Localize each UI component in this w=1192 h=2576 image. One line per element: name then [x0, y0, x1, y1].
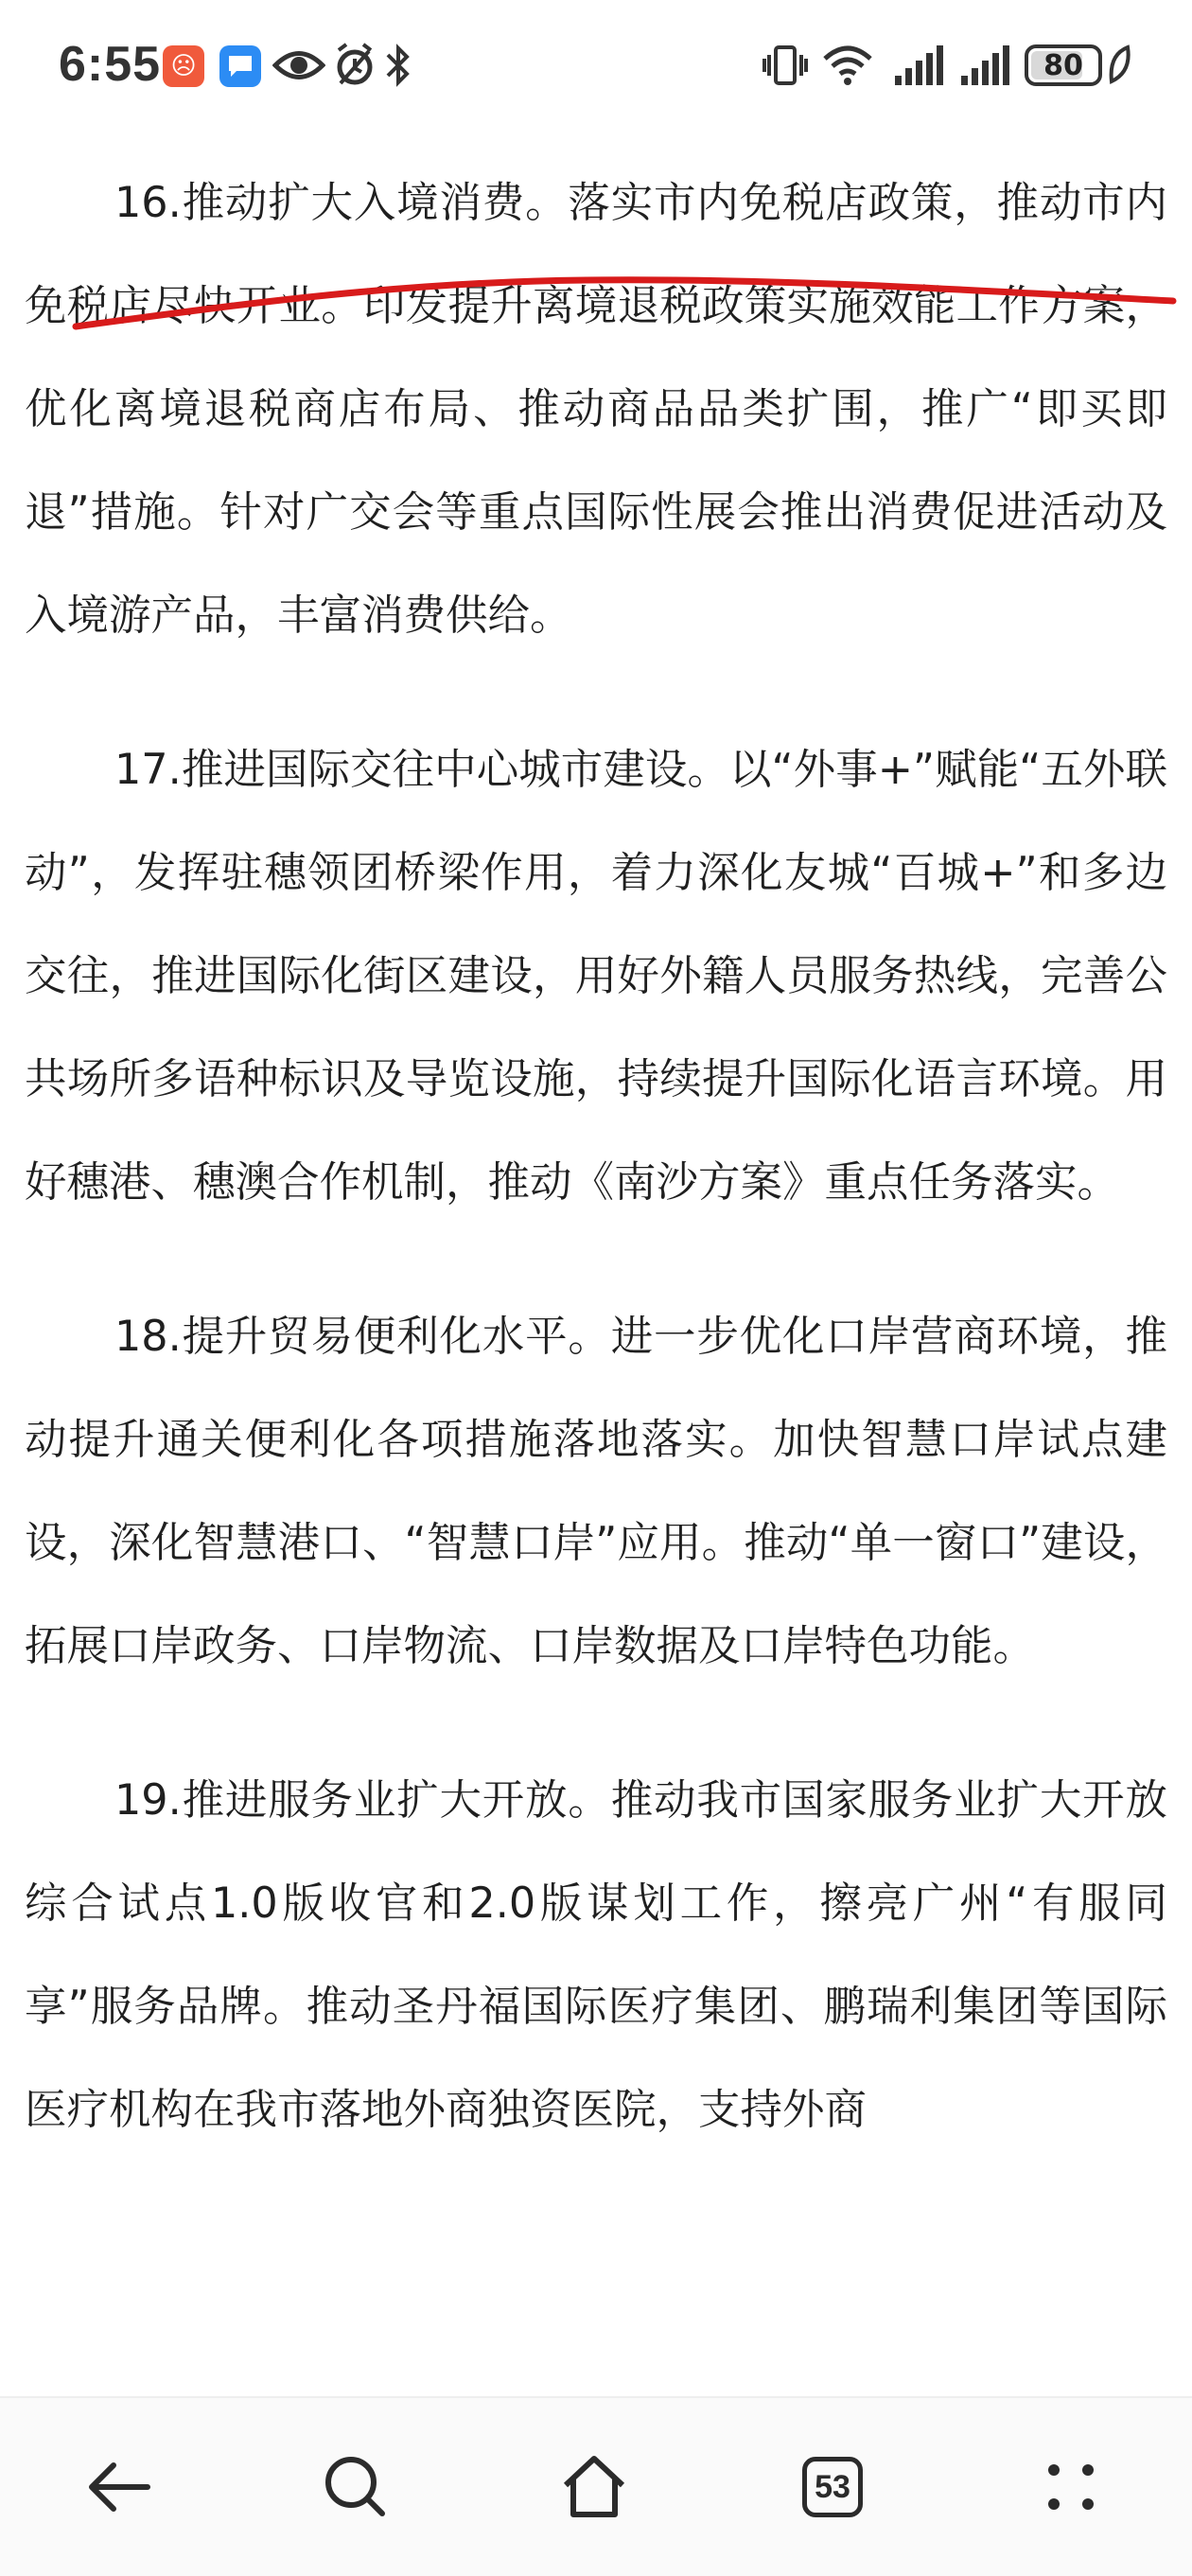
signal-icon: [957, 42, 1010, 89]
article-body: [0, 151, 1192, 2161]
tabs-button[interactable]: [785, 2440, 880, 2534]
paragraph-18: [0, 1285, 1192, 1698]
paragraph-16: [0, 151, 1192, 667]
alarm-icon: [333, 42, 377, 89]
status-bar: [0, 0, 1192, 132]
vibrate-icon: [763, 42, 808, 89]
home-icon: [556, 2449, 632, 2525]
paragraph-19: [0, 1749, 1192, 2161]
paragraph-text: 19.推进服务业扩大开放。推动我市国家服务业扩大开放综合试点1.0版收官和2.0版谋划工作，擦亮广州“有服同享”服务品牌。推动圣丹福国际医疗集团、鹏瑞利集团等国际医疗机构在我市落地外商独资医院，支持外商: [25, 1776, 1167, 2134]
bottom-navigation-bar: [0, 2396, 1192, 2576]
tabs-icon: 53: [802, 2457, 863, 2517]
back-arrow-icon: [81, 2454, 157, 2520]
home-button[interactable]: [547, 2440, 641, 2534]
notification-app-icon: ☹: [163, 45, 204, 87]
battery-level: 80: [1043, 48, 1083, 82]
bluetooth-icon: [384, 42, 412, 89]
signal-icon: [891, 42, 944, 89]
more-button[interactable]: [1024, 2440, 1118, 2534]
paragraph-text: 17.推进国际交往中心城市建设。以“外事+”赋能“五外联动”，发挥驻穗领团桥梁作用，着力深化友城“百城+”和多边交往，推进国际化街区建设，用好外籍人员服务热线，完善公共场所多语种标识及导览设施，持续提升国际化语言环境。用好穗港、穗澳合作机制，推动《南沙方案》重点任务落实。: [25, 746, 1167, 1207]
leaf-icon: [1107, 42, 1131, 89]
back-button[interactable]: [72, 2440, 167, 2534]
battery-icon: [1025, 44, 1102, 86]
status-time: 6:55: [59, 37, 162, 92]
search-button[interactable]: [308, 2440, 403, 2534]
message-icon: [219, 45, 261, 87]
paragraph-text: 16.推动扩大入境消费。落实市内免税店政策，推动市内免税店尽快开业。印发提升离境退税政策实施效能工作方案，优化离境退税商店布局、推动商品品类扩围，推广“即买即退”措施。针对广交会等重点国际性展会推出消费促进活动及入境游产品，丰富消费供给。: [25, 179, 1167, 640]
paragraph-17: [0, 718, 1192, 1234]
wifi-icon: [821, 42, 874, 89]
paragraph-text: 18.提升贸易便利化水平。进一步优化口岸营商环境，推动提升通关便利化各项措施落地落实。加快智慧口岸试点建设，深化智慧港口、“智慧口岸”应用。推动“单一窗口”建设，拓展口岸政务、口岸物流、口岸数据及口岸特色功能。: [25, 1313, 1167, 1670]
search-icon: [318, 2449, 394, 2525]
eye-icon: [272, 42, 325, 89]
more-icon: [1038, 2454, 1104, 2520]
